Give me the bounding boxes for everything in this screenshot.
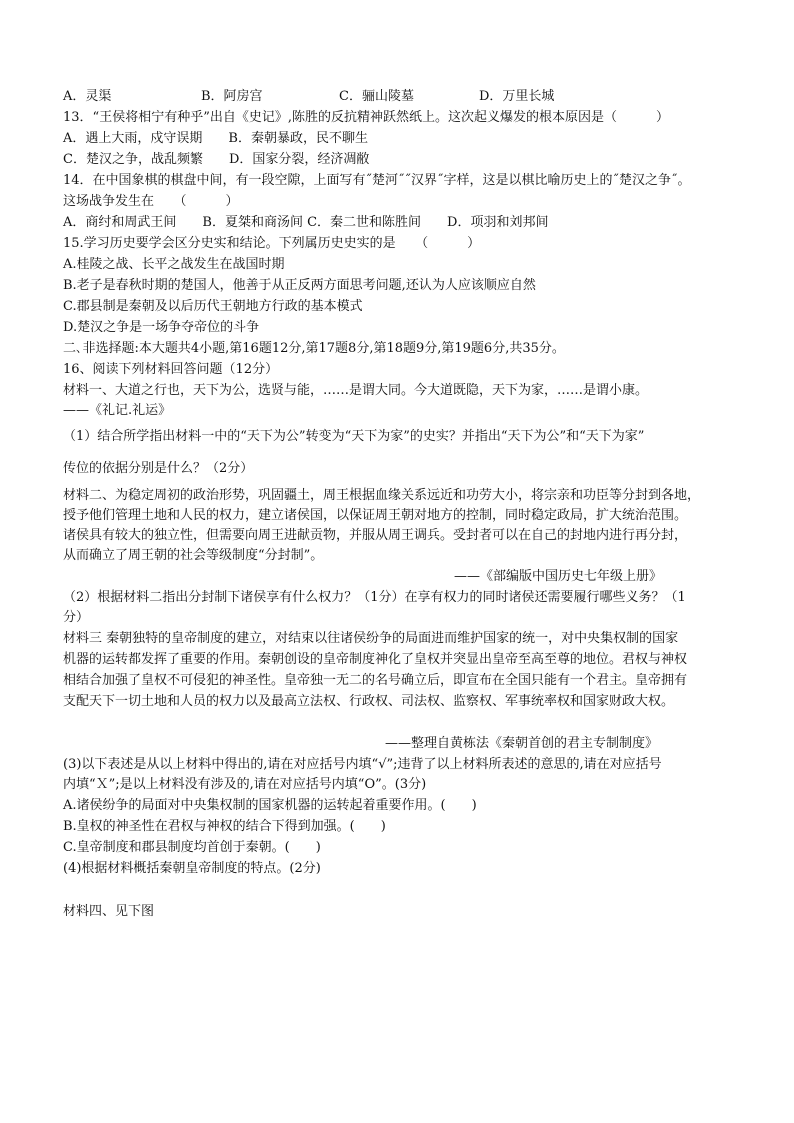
q12-option-c: C．骊山陵墓 [339,89,414,104]
material-4-label: 材料四、见下图 [63,904,155,919]
material-3-source: ——整理自黄栋法《秦朝首创的君主专制制度》 [385,736,659,751]
material-2-line4: 从而确立了周王朝的社会等级制度“分封制”。 [63,548,324,563]
q16-1-line1: （1）结合所学指出材料一中的“天下为公”转变为“天下为家”的史实？并指出“天下为公”和“天下为家” [63,429,645,444]
material-2-line3: 诸侯具有较大的独立性，但需要向周王进献贡物，并服从周王调兵。受封者可以在自己的封地内进行再分封， [63,528,688,543]
q13-stem: 13．“王侯将相宁有种乎”出自《史记》,陈胜的反抗精神跃然纸上。这次起义爆发的根本原因是（ ） [63,110,669,125]
q16-3-line1: (3)以下表述是从以上材料中得出的,请在对应括号内填“√”;违背了以上材料所表述的意思的,请在对应括号 [63,757,662,772]
q16-3-statement-c: C.皇帝制度和郡县制度均首创于秦朝。( ) [63,840,321,855]
q13-options-ab: A．遇上大雨，戍守误期 B．秦朝暴政，民不聊生 [63,131,368,146]
q12-option-b: B．阿房宫 [201,89,263,104]
q16-4-question: (4)根据材料概括秦朝皇帝制度的特点。(2分) [63,861,321,876]
q14-options: A．商纣和周武王间 B．夏桀和商汤间 C．秦二世和陈胜间 D．项羽和刘邦间 [63,215,549,230]
q16-1-line2: 传位的依据分别是什么？（2分） [63,461,254,476]
material-1-source: ——《礼记.礼运》 [63,403,172,418]
q16-3-statement-a: A.诸侯纷争的局面对中央集权制的国家机器的运转起着重要作用。( ) [63,798,477,813]
q15-stem: 15.学习历史要学会区分史实和结论。下列属历史史实的是 （ ） [63,236,481,251]
q16-3-line2: 内填“Ｘ”;是以上材料没有涉及的,请在对应括号内填“O”。(3分) [63,777,427,792]
q15-option-d: D.楚汉之争是一场争夺帝位的斗争 [63,320,260,335]
q14-stem-line2: 这场战争发生在 （ ） [63,194,239,209]
material-3-line3: 相结合加强了皇权不可侵犯的神圣性。皇帝独一无二的名号确立后，即宣布在全国只能有一个君主。皇帝拥有 [63,673,688,688]
q16-3-statement-b: B.皇权的神圣性在君权与神权的结合下得到加强。( ) [63,819,386,834]
material-2-source: ——《部编版中国历史七年级上册》 [454,569,663,584]
material-1-text: 材料一、大道之行也，天下为公，选贤与能，……是谓大同。今大道既隐，天下为家，……是谓小康。 [63,383,649,398]
material-3-line2: 机器的运转都发挥了重要的作用。秦朝创设的皇帝制度神化了皇权并突显出皇帝至高至尊的地位。君权与神权 [63,652,688,667]
q15-option-a: A.桂陵之战、长平之战发生在战国时期 [63,257,285,272]
q15-option-c: C.郡县制是秦朝及以后历代王朝地方行政的基本模式 [63,299,363,314]
material-2-line2: 授予他们管理土地和人民的权力，建立诸侯国，以保证周王朝对地方的控制，同时稳定政局，扩大统治范围。 [63,508,688,523]
q14-stem-line1: 14．在中国象棋的棋盘中间，有一段空隙，上面写有˝楚河˝˝汉界˝字样，这是以棋比喻历史上的˝楚汉之争˝。 [63,173,691,188]
q12-options [63,88,554,106]
q16-2-line2: 分） [63,610,90,625]
material-3-line1: 材料三 秦朝独特的皇帝制度的建立，对结束以往诸侯纷争的局面进而维护国家的统一，对中央集权制的国家 [63,631,679,646]
material-3-line4: 支配天下一切土地和人员的权力以及最高立法权、行政权、司法权、监察权、军事统率权和国家财政大权。 [63,694,675,709]
section-2-heading: 二､非选择题:本大题共4小题,第16题12分,第17题8分,第18题9分,第19题6分,共35分。 [63,341,565,356]
q16-2-line1: （2）根据材料二指出分封制下诸侯享有什么权力？（1分）在享有权力的同时诸侯还需要履行哪些义务？（1 [63,590,686,605]
material-2-line1: 材料二、为稳定周初的政治形势，巩固疆土，周王根据血缘关系远近和功劳大小，将宗亲和功臣等分封到各地， [63,488,701,503]
q16-title: 16、阅读下列材料回答问题（12分） [63,362,279,377]
q12-option-a: A．灵渠 [63,89,112,104]
q13-options-cd: C．楚汉之争，战乱频繁 D．国家分裂，经济凋敝 [63,152,370,167]
q12-option-d: D．万里长城 [479,89,555,104]
q15-option-b: B.老子是春秋时期的楚国人，他善于从正反两方面思考问题,还认为人应该顺应自然 [63,278,536,293]
